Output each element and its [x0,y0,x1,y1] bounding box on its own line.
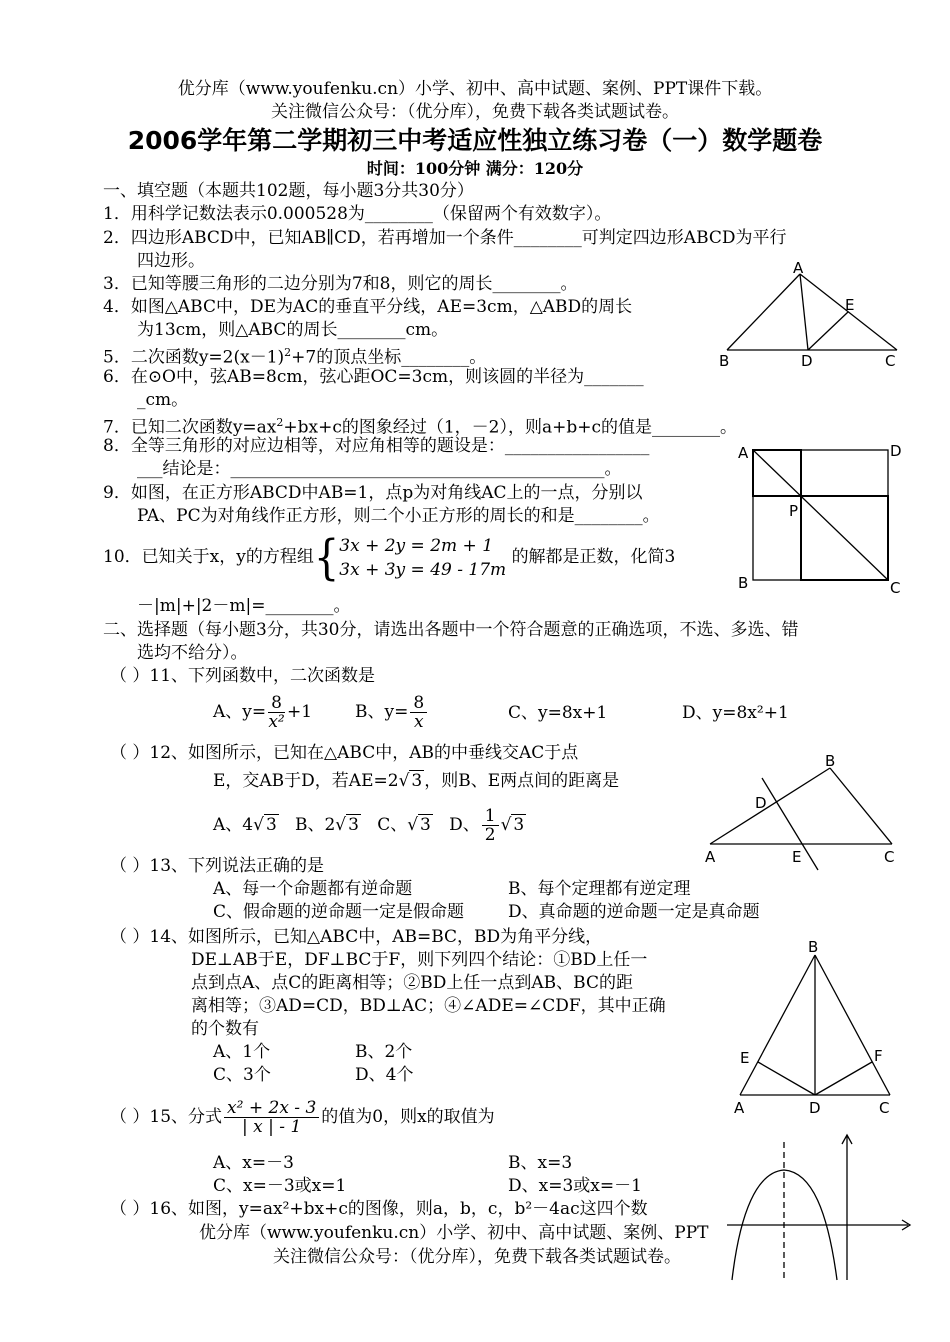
fig9-label-p: P [789,502,799,520]
question-13: （ ）13、下列说法正确的是 [110,856,325,876]
question-8-line2: ___结论是：____________________________________________。 [137,459,622,479]
figure-q12-triangle [700,748,910,878]
question-6-line1: 6．在⊙O中，弦AB=8cm，弦心距OC=3cm，则该圆的半径为_______ [103,367,644,387]
question-11: （ ）11、下列函数中，二次函数是 [110,666,376,686]
fig12-label-a: A [705,848,716,866]
fig12-label-c: C [884,848,895,866]
question-14-line4: 离相等；③AD=CD，BD⊥AC；④∠ADE=∠CDF，其中正确 [191,996,666,1016]
fig14-label-f: F [874,1047,883,1065]
figure-q4-triangle [715,262,905,377]
fig9-label-a: A [738,444,749,462]
figure-q9-square [735,438,910,603]
question-1: 1．用科学记数法表示0.000528为________（保留两个有效数字）。 [103,204,612,224]
fig9-label-d: D [890,442,902,460]
question-12-line2: E，交AB于D，若AE=2√ 3 ，则B、E两点间的距离是 [213,771,620,791]
question-13-option-d: D、真命题的逆命题一定是真命题 [508,902,760,922]
footer-line-2: 关注微信公众号：（优分库），免费下载各类试题试卷。 [273,1247,681,1267]
fig9-label-c: C [890,579,901,597]
question-10-line1: 10．已知关于x，y的方程组{ 3x + 2y = 2m + 1 3x + 3y = 49 - 17m 的解都是正数，化简3 [103,529,676,586]
fig14-label-e: E [740,1049,750,1067]
fig4-label-b: B [719,352,730,370]
question-15: （ ）15、分式 $\frac{\text{x² + 2x - 3}}{| x | - 1}$ 的值为0，则x的取值为 [110,1098,495,1137]
header-line-2: 关注微信公众号：（优分库），免费下载各类试题试卷。 [271,102,679,122]
question-14-option-a: A、1个 [213,1042,271,1062]
fig14-label-a: A [734,1099,745,1117]
fig4-label-c: C [885,352,896,370]
question-11-option-d: D、y=8x²+1 [682,703,789,723]
question-4-line2: 为13cm，则△ABC的周长________cm。 [137,320,449,340]
figure-q14-triangle [728,935,908,1125]
question-12-line1: （ ）12、如图所示，已知在△ABC中，AB的中垂线交AC于点 [110,743,579,763]
question-15-option-d: D、x=3或x=－1 [508,1176,642,1196]
page-title: 2006学年第二学期初三中考适应性独立练习卷（一）数学题卷 [127,126,823,155]
footer-line-1: 优分库（www.youfenku.cn）小学、初中、高中试题、案例、PPT [199,1223,709,1243]
question-14-option-b: B、2个 [355,1042,413,1062]
question-8-line1: 8．全等三角形的对应边相等，对应角相等的题设是：_________________ [103,436,650,456]
fig9-label-b: B [738,574,749,592]
question-3: 3．已知等腰三角形的二边分别为7和8，则它的周长________。 [103,274,578,294]
fig12-label-d: D [755,794,767,812]
page-subtitle: 时间：100分钟 满分：120分 [366,159,584,178]
question-13-option-b: B、每个定理都有逆定理 [508,879,691,899]
question-15-option-a: A、x=－3 [213,1153,294,1173]
header-line-1: 优分库（www.youfenku.cn）小学、初中、高中试题、案例、PPT课件下载。 [177,79,773,99]
section2-heading-line1: 二、选择题（每小题3分，共30分，请选出各题中一个符合题意的正确选项，不选、多选、错 [103,620,799,640]
question-14-line1: （ ）14、如图所示，已知△ABC中，AB=BC，BD为角平分线， [110,927,603,947]
question-16: （ ）16、如图，y=ax²+bx+c的图像，则a，b，c，b²－4ac这四个数 [110,1199,648,1219]
question-5: 5．二次函数$y=2(x-1)^2+7$的顶点坐标________。 [103,346,487,368]
section1-heading: 一、填空题（本题共102题，每小题3分共30分） [103,181,474,201]
fig14-label-d: D [809,1099,821,1117]
question-14-line2: DE⊥AB于E，DF⊥BC于F，则下列四个结论：①BD上任一 [191,950,648,970]
question-11-option-c: C、y=8x+1 [508,703,608,723]
question-15-option-b: B、x=3 [508,1153,573,1173]
figure-q16-parabola [722,1132,917,1287]
question-6-line2: _cm。 [137,390,189,410]
fig12-label-b: B [825,752,836,770]
question-2-line1: 2．四边形ABCD中，已知AB∥CD，若再增加一个条件________可判定四边形ABCD为平行 [103,228,787,248]
fig12-label-e: E [792,848,802,866]
question-15-option-c: C、x=－3或x=1 [213,1176,347,1196]
question-7: 7．已知二次函数$y=ax^2+bx+c$的图象经过（1，－2），则a+b+c的值是________。 [103,416,738,438]
question-4-line1: 4．如图△ABC中，DE为AC的垂直平分线，AE=3cm，△ABD的周长 [103,297,633,317]
question-12-options: A、4√ 3 B、2√ 3 C、√ 3 D、 $\frac{1}{2}$ √ 3 [213,806,525,845]
question-2-line2: 四边形。 [137,251,205,271]
fig4-label-a: A [793,262,804,277]
question-9-line1: 9．如图，在正方形ABCD中AB=1，点p为对角线AC上的一点，分别以 [103,483,643,503]
fig4-label-e: E [845,296,855,314]
question-14-option-d: D、4个 [355,1065,414,1085]
section2-heading-line2: 选均不给分）。 [137,643,248,663]
fig4-label-d: D [801,352,813,370]
question-11-options: A、y= $\frac{8}{\text{x²}}$ +1 [213,693,313,732]
fig14-label-b: B [808,938,819,956]
question-13-option-c: C、假命题的逆命题一定是假命题 [213,902,465,922]
question-14-line3: 点到点A、点C的距离相等；②BD上任一点到AB、BC的距 [191,973,633,993]
question-14-option-c: C、3个 [213,1065,271,1085]
question-10-line2: －|m|+|2－m|=________。 [137,596,351,616]
question-13-option-a: A、每一个命题都有逆命题 [213,879,413,899]
question-9-line2: PA、PC为对角线作正方形，则二个小正方形的周长的和是________。 [137,506,660,526]
question-14-line5: 的个数有 [191,1019,259,1039]
question-11-option-b: B、y= $\frac{8}{x}$ [355,690,429,734]
fig14-label-c: C [879,1099,890,1117]
